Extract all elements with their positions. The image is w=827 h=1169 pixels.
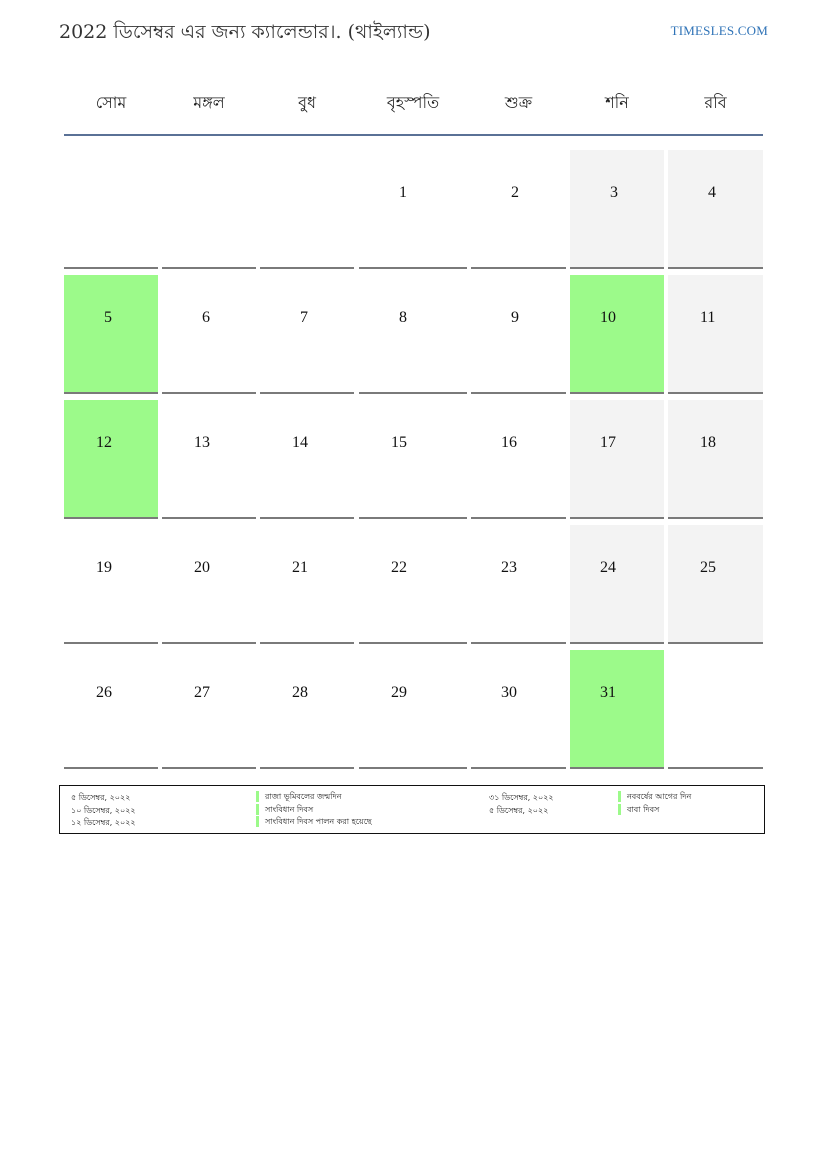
day-number: 26 — [96, 684, 112, 701]
day-number: 24 — [600, 559, 616, 576]
weekday-header: শুক্র — [504, 93, 533, 112]
day-number: 28 — [292, 684, 308, 701]
day-cell[interactable] — [471, 525, 566, 644]
day-number: 10 — [600, 309, 616, 326]
day-cell[interactable] — [64, 275, 158, 394]
calendar-grid — [64, 70, 763, 701]
day-cell[interactable] — [162, 650, 256, 769]
day-cell[interactable] — [359, 400, 467, 519]
day-cell[interactable] — [260, 525, 354, 644]
day-number: 7 — [300, 309, 308, 326]
legend-holiday-name: রাজা ভূমিবলের জন্মদিন — [256, 791, 341, 802]
legend-date: ৫ ডিসেম্বর, ২০২২ — [489, 805, 549, 815]
day-cell[interactable] — [570, 275, 664, 394]
day-number: 18 — [700, 434, 716, 451]
day-number: 15 — [391, 434, 407, 451]
day-cell — [668, 650, 763, 769]
day-number: 30 — [501, 684, 517, 701]
day-number: 21 — [292, 559, 308, 576]
day-cell[interactable] — [359, 650, 467, 769]
day-number: 31 — [600, 684, 616, 701]
day-number: 5 — [104, 309, 112, 326]
day-cell[interactable] — [260, 275, 354, 394]
day-cell[interactable] — [162, 400, 256, 519]
day-cell[interactable] — [570, 650, 664, 769]
legend-holiday-name: নববর্ষের আগের দিন — [618, 791, 691, 802]
day-cell[interactable] — [260, 650, 354, 769]
day-cell[interactable] — [668, 150, 763, 269]
day-number: 17 — [600, 434, 616, 451]
weekday-header: বৃহস্পতি — [386, 93, 440, 112]
day-number: 11 — [700, 309, 716, 326]
day-number: 14 — [292, 434, 308, 451]
site-link[interactable]: TIMESLES.COM — [670, 23, 768, 38]
legend-holiday-name: সাংবিধান দিবস পালন করা হয়েছে — [256, 816, 372, 827]
day-cell[interactable] — [359, 525, 467, 644]
day-cell — [64, 150, 158, 269]
day-number: 29 — [391, 684, 407, 701]
weekday-header: সোম — [95, 93, 127, 112]
day-cell[interactable] — [570, 525, 664, 644]
day-number: 23 — [501, 559, 517, 576]
day-number: 13 — [194, 434, 210, 451]
day-cell[interactable] — [668, 525, 763, 644]
page-title: 2022 ডিসেম্বর এর জন্য ক্যালেন্ডার।. (থাইল্যান্ড) — [59, 21, 431, 43]
weekday-header: রবি — [704, 93, 727, 112]
weekday-header: শনি — [605, 93, 629, 112]
day-number: 27 — [194, 684, 210, 701]
day-cell[interactable] — [570, 150, 664, 269]
day-cell[interactable] — [162, 275, 256, 394]
weekday-header: মঙ্গল — [193, 93, 225, 112]
day-number: 19 — [96, 559, 112, 576]
day-cell[interactable] — [260, 400, 354, 519]
day-number: 2 — [511, 184, 519, 201]
day-number: 1 — [399, 184, 407, 201]
weekday-header-row — [64, 70, 763, 136]
legend-date: ৩১ ডিসেম্বর, ২০২২ — [489, 793, 554, 802]
day-cell[interactable] — [668, 400, 763, 519]
day-cell[interactable] — [471, 150, 566, 269]
day-number: 6 — [202, 309, 210, 326]
day-cell[interactable] — [471, 400, 566, 519]
day-number: 8 — [399, 309, 407, 326]
day-cell[interactable] — [162, 525, 256, 644]
day-cell[interactable] — [471, 650, 566, 769]
day-cell[interactable] — [471, 275, 566, 394]
day-number: 16 — [501, 434, 517, 451]
day-number: 12 — [96, 434, 112, 451]
day-cell — [162, 150, 256, 269]
legend-date: ১২ ডিসেম্বর, ২০২২ — [71, 818, 136, 827]
day-cell[interactable] — [64, 525, 158, 644]
legend-holiday-name: সাংবিধান দিবস — [256, 804, 313, 815]
holiday-legend — [59, 785, 765, 834]
day-number: 9 — [511, 309, 519, 326]
legend-date: ১০ ডিসেম্বর, ২০২২ — [71, 805, 136, 815]
day-cell[interactable] — [64, 650, 158, 769]
day-number: 25 — [700, 559, 716, 576]
day-number: 3 — [610, 184, 618, 201]
day-cell — [260, 150, 354, 269]
day-cell[interactable] — [570, 400, 664, 519]
day-number: 22 — [391, 559, 407, 576]
day-number: 4 — [708, 184, 716, 201]
legend-holiday-name: বাবা দিবস — [618, 804, 659, 815]
day-cell[interactable] — [359, 275, 467, 394]
day-number: 20 — [194, 559, 210, 576]
day-cell[interactable] — [668, 275, 763, 394]
legend-date: ৫ ডিসেম্বর, ২০২২ — [71, 793, 131, 802]
day-cell[interactable] — [64, 400, 158, 519]
weekday-header: বুধ — [298, 93, 316, 112]
day-cell[interactable] — [359, 150, 467, 269]
